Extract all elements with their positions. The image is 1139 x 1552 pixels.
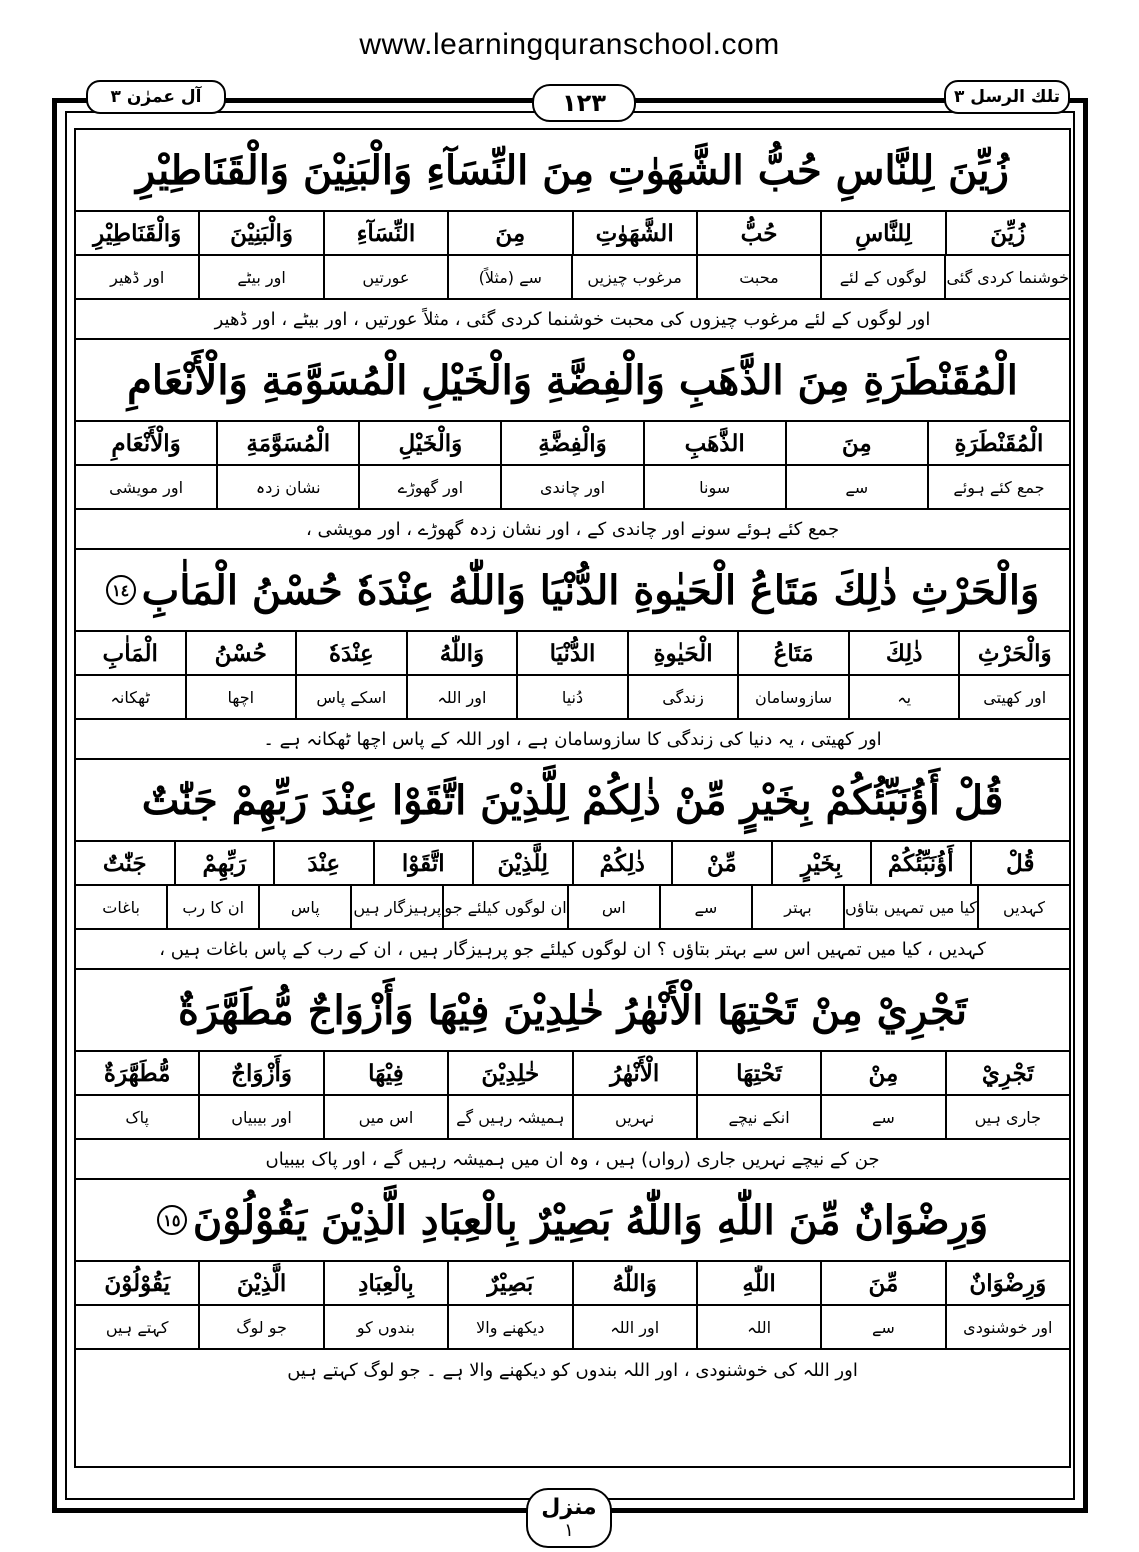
- arabic-verse-line: [76, 550, 1069, 632]
- urdu-meanings-row: [76, 1096, 1069, 1140]
- urdu-meaning-cell: نہریں: [572, 1096, 696, 1138]
- urdu-meaning-cell: انکے نیچے: [696, 1096, 820, 1138]
- urdu-meaning-cell: پاک: [125, 1107, 150, 1127]
- urdu-translation-line: اور لوگوں کے لئے مرغوب چیزوں کی محبت خوشنما کردی گئی ، مثلاً عورتیں ، اور بیٹے ، اور ڈھیر: [76, 300, 1069, 340]
- urdu-meaning-cell: اور بیٹے: [198, 256, 322, 298]
- urdu-meaning-cell: سے: [659, 886, 751, 928]
- urdu-meaning-cell: خوشنما کردی گئی: [944, 256, 1069, 298]
- arabic-word-cell: اللّٰهِ: [696, 1262, 820, 1304]
- arabic-words-row: [76, 422, 1069, 466]
- urdu-meaning-cell: زندگی: [627, 676, 738, 718]
- arabic-word-cell: بِالْعِبَادِ: [323, 1262, 447, 1304]
- arabic-word-cell: مِّنَ: [820, 1262, 944, 1304]
- arabic-verse-line: [76, 130, 1069, 212]
- urdu-meaning-cell: پرہیزگار ہیں: [350, 886, 442, 928]
- verse-section: [76, 970, 1069, 1180]
- urdu-translation-line: کہدیں ، کیا میں تمہیں اس سے بہتر بتاؤں ؟ ان لوگوں کیلئے جو پرہیزگار ہیں ، ان کے رب کے پاس باغات ہیں ،: [76, 930, 1069, 970]
- verse-section: [76, 130, 1069, 340]
- urdu-meaning-cell: سازوسامان: [737, 676, 848, 718]
- urdu-meaning-cell: ہمیشہ رہیں گے: [447, 1096, 571, 1138]
- urdu-meaning-cell: یہ: [848, 676, 959, 718]
- arabic-word-cell: رَبِّهِمْ: [174, 842, 274, 884]
- arabic-word-cell: الْأَنْهٰرُ: [572, 1052, 696, 1094]
- arabic-verse-line: [76, 1180, 1069, 1262]
- verse-section: [76, 340, 1069, 550]
- manzil-badge: [526, 1488, 612, 1548]
- arabic-word-cell: تَجْرِيْ: [945, 1052, 1069, 1094]
- arabic-word-cell: مِّنْ: [671, 842, 771, 884]
- urdu-meaning-cell: اور گھوڑے: [358, 466, 500, 508]
- arabic-words-row: [76, 1262, 1069, 1306]
- urdu-meaning-cell: اور ڈھیر: [110, 267, 165, 287]
- urdu-meaning-cell: بہتر: [751, 886, 843, 928]
- manzil-number: ١: [564, 1520, 574, 1541]
- arabic-word-cell: الَّذِيْنَ: [198, 1262, 322, 1304]
- arabic-word-cell: بِخَيْرٍ: [771, 842, 871, 884]
- ayah-number-marker: ١٤: [106, 575, 136, 605]
- urdu-meaning-cell: سے: [785, 466, 927, 508]
- urdu-meaning-cell: ٹھکانہ: [110, 687, 150, 707]
- arabic-word-cell: النِّسَآءِ: [323, 212, 447, 254]
- arabic-word-cell: الْحَيٰوةِ: [627, 632, 738, 674]
- arabic-word-cell: بَصِيْرٌ: [447, 1262, 571, 1304]
- ayah-number-marker: ١٥: [157, 1205, 187, 1235]
- arabic-word-cell: وَالْفِضَّةِ: [500, 422, 642, 464]
- urdu-meaning-cell: اور اللہ: [572, 1306, 696, 1348]
- urdu-translation-line: جن کے نیچے نہریں جاری (رواں) ہیں ، وہ ان میں ہمیشہ رہیں گے ، اور پاک بیبیاں: [76, 1140, 1069, 1180]
- urdu-meaning-cell: کیا میں تمہیں بتاؤں: [843, 886, 977, 928]
- arabic-word-cell: حُسْنُ: [185, 632, 296, 674]
- urdu-meanings-row: [76, 1306, 1069, 1350]
- arabic-word-cell: اتَّقَوْا: [373, 842, 473, 884]
- arabic-word-cell: الذَّهَبِ: [643, 422, 785, 464]
- arabic-word-cell: مِنَ: [447, 212, 571, 254]
- urdu-meanings-row: [76, 466, 1069, 510]
- arabic-word-cell: يَقُوْلُوْنَ: [104, 1269, 171, 1297]
- arabic-word-cell: عِنْدَهٗ: [295, 632, 406, 674]
- word-by-word-grid: [74, 128, 1071, 1468]
- arabic-word-cell: مَتَاعُ: [737, 632, 848, 674]
- arabic-word-cell: تَحْتِهَا: [696, 1052, 820, 1094]
- arabic-verse-text: قُلْ أَؤُنَبِّئُكُمْ بِخَيْرٍ مِّنْ ذٰلِكُمْ لِلَّذِيْنَ اتَّقَوْا عِنْدَ رَبِّهِمْ جَنّٰتٌ: [141, 776, 1004, 824]
- urdu-meanings-row: [76, 676, 1069, 720]
- arabic-words-row: [76, 842, 1069, 886]
- urdu-meaning-cell: اور اللہ: [406, 676, 517, 718]
- arabic-words-row: [76, 1052, 1069, 1096]
- arabic-words-row: [76, 632, 1069, 676]
- manzil-label: منزل: [541, 1495, 597, 1520]
- arabic-word-cell: الْمُسَوَّمَةِ: [216, 422, 358, 464]
- arabic-word-cell: وَالْأَنْعَامِ: [111, 429, 181, 457]
- arabic-word-cell: لِلَّذِيْنَ: [472, 842, 572, 884]
- urdu-meaning-cell: اور چاندی: [500, 466, 642, 508]
- arabic-word-cell: ذٰلِكَ: [848, 632, 959, 674]
- urdu-meaning-cell: سے: [820, 1096, 944, 1138]
- arabic-verse-text: الْمُقَنْطَرَةِ مِنَ الذَّهَبِ وَالْفِضَّةِ وَالْخَيْلِ الْمُسَوَّمَةِ وَالْأَنْعَامِ: [127, 356, 1018, 404]
- arabic-word-cell: أَؤُنَبِّئُكُمْ: [870, 842, 970, 884]
- arabic-word-cell: لِلنَّاسِ: [820, 212, 944, 254]
- urdu-meaning-cell: جمع کئے ہوئے: [927, 466, 1069, 508]
- urdu-meaning-cell: کہتے ہیں: [105, 1317, 169, 1337]
- arabic-verse-line: [76, 760, 1069, 842]
- urdu-meaning-cell: اور بیبیاں: [198, 1096, 322, 1138]
- urdu-meaning-cell: سونا: [643, 466, 785, 508]
- arabic-word-cell: وَاللّٰهُ: [406, 632, 517, 674]
- urdu-meaning-cell: کہدیں: [977, 886, 1069, 928]
- urdu-meaning-cell: مرغوب چیزیں: [571, 256, 695, 298]
- urdu-meaning-cell: ان کا رب: [166, 886, 258, 928]
- urdu-meaning-cell: ان لوگوں کیلئے جو: [442, 886, 566, 928]
- arabic-verse-text: وَالْحَرْثِ ذٰلِكَ مَتَاعُ الْحَيٰوةِ الدُّنْيَا وَاللّٰهُ عِنْدَهٗ حُسْنُ الْمَاٰبِ: [141, 566, 1040, 614]
- arabic-word-cell: وَالْقَنَاطِيْرِ: [93, 219, 182, 247]
- urdu-meaning-cell: سے (مثلاً): [447, 256, 571, 298]
- urdu-meanings-row: [76, 256, 1069, 300]
- urdu-meaning-cell: اس: [567, 886, 659, 928]
- page-number: ١٢٣: [532, 84, 636, 122]
- arabic-word-cell: وَالْحَرْثِ: [958, 632, 1069, 674]
- surah-name-label: آل عمرٰن ٣: [86, 80, 226, 114]
- urdu-translation-line: اور اللہ کی خوشنودی ، اور اللہ بندوں کو دیکھنے والا ہے ۔ جو لوگ کہتے ہیں: [287, 1359, 858, 1381]
- urdu-translation-line: اور کھیتی ، یہ دنیا کی زندگی کا سازوسامان ہے ، اور اللہ کے پاس اچھا ٹھکانہ ہے ۔: [76, 720, 1069, 760]
- urdu-meaning-cell: اللہ: [696, 1306, 820, 1348]
- urdu-meaning-cell: محبت: [696, 256, 820, 298]
- arabic-word-cell: زُيِّنَ: [945, 212, 1069, 254]
- urdu-meaning-cell: باغات: [102, 897, 140, 917]
- verse-section: [76, 760, 1069, 970]
- urdu-meaning-cell: اسکے پاس: [295, 676, 406, 718]
- arabic-word-cell: قُلْ: [970, 842, 1070, 884]
- arabic-verse-text: وَرِضْوَانٌ مِّنَ اللّٰهِ وَاللّٰهُ بَصِيْرٌ بِالْعِبَادِ الَّذِيْنَ يَقُوْلُوْنَ: [192, 1196, 989, 1244]
- urdu-meaning-cell: لوگوں کے لئے: [820, 256, 944, 298]
- urdu-meaning-cell: دُنیا: [516, 676, 627, 718]
- urdu-meaning-cell: اور خوشنودی: [945, 1306, 1069, 1348]
- urdu-meaning-cell: اچھا: [185, 676, 296, 718]
- verse-section: [76, 550, 1069, 760]
- urdu-translation-line: جمع کئے ہوئے سونے اور چاندی کے ، اور نشان زدہ گھوڑے ، اور مویشی ،: [76, 510, 1069, 550]
- arabic-word-cell: الْمُقَنْطَرَةِ: [927, 422, 1069, 464]
- arabic-word-cell: وَاللّٰهُ: [572, 1262, 696, 1304]
- verse-section: [76, 1180, 1069, 1390]
- urdu-meaning-cell: جاری ہیں: [945, 1096, 1069, 1138]
- arabic-word-cell: مُّطَهَّرَةٌ: [103, 1059, 171, 1087]
- arabic-word-cell: الدُّنْيَا: [516, 632, 627, 674]
- arabic-word-cell: مِنْ: [820, 1052, 944, 1094]
- urdu-meaning-cell: اور مویشی: [109, 477, 184, 497]
- arabic-word-cell: حُبُّ: [696, 212, 820, 254]
- urdu-meaning-cell: اس میں: [323, 1096, 447, 1138]
- arabic-word-cell: وَالْخَيْلِ: [358, 422, 500, 464]
- arabic-word-cell: الْمَاٰبِ: [102, 639, 158, 667]
- site-url: www.learningquranschool.com: [359, 28, 780, 61]
- arabic-word-cell: فِيْهَا: [323, 1052, 447, 1094]
- urdu-meaning-cell: سے: [820, 1306, 944, 1348]
- urdu-meaning-cell: بندوں کو: [323, 1306, 447, 1348]
- arabic-verse-text: زُيِّنَ لِلنَّاسِ حُبُّ الشَّهَوٰتِ مِنَ النِّسَآءِ وَالْبَنِيْنَ وَالْقَنَاطِيْرِ: [136, 146, 1009, 194]
- arabic-word-cell: وَرِضْوَانٌ: [945, 1262, 1069, 1304]
- urdu-meaning-cell: پاس: [258, 886, 350, 928]
- arabic-words-row: [76, 212, 1069, 256]
- arabic-word-cell: وَالْبَنِيْنَ: [198, 212, 322, 254]
- arabic-word-cell: عِنْدَ: [273, 842, 373, 884]
- arabic-word-cell: وَأَزْوَاجٌ: [198, 1052, 322, 1094]
- urdu-meaning-cell: جو لوگ: [198, 1306, 322, 1348]
- arabic-word-cell: الشَّهَوٰتِ: [572, 212, 696, 254]
- arabic-verse-line: [76, 340, 1069, 422]
- arabic-verse-text: تَجْرِيْ مِنْ تَحْتِهَا الْأَنْهٰرُ خٰلِدِيْنَ فِيْهَا وَأَزْوَاجٌ مُّطَهَّرَةٌ: [178, 986, 967, 1034]
- urdu-meaning-cell: دیکھنے والا: [447, 1306, 571, 1348]
- urdu-meaning-cell: اور کھیتی: [958, 676, 1069, 718]
- arabic-verse-line: [76, 970, 1069, 1052]
- urdu-meanings-row: [76, 886, 1069, 930]
- arabic-word-cell: جَنّٰتٌ: [102, 849, 147, 877]
- arabic-word-cell: ذٰلِكُمْ: [572, 842, 672, 884]
- urdu-meaning-cell: عورتیں: [323, 256, 447, 298]
- arabic-word-cell: خٰلِدِيْنَ: [447, 1052, 571, 1094]
- juz-name-label: تلك الرسل ٣: [944, 80, 1070, 114]
- urdu-meaning-cell: نشان زدہ: [216, 466, 358, 508]
- arabic-word-cell: مِنَ: [785, 422, 927, 464]
